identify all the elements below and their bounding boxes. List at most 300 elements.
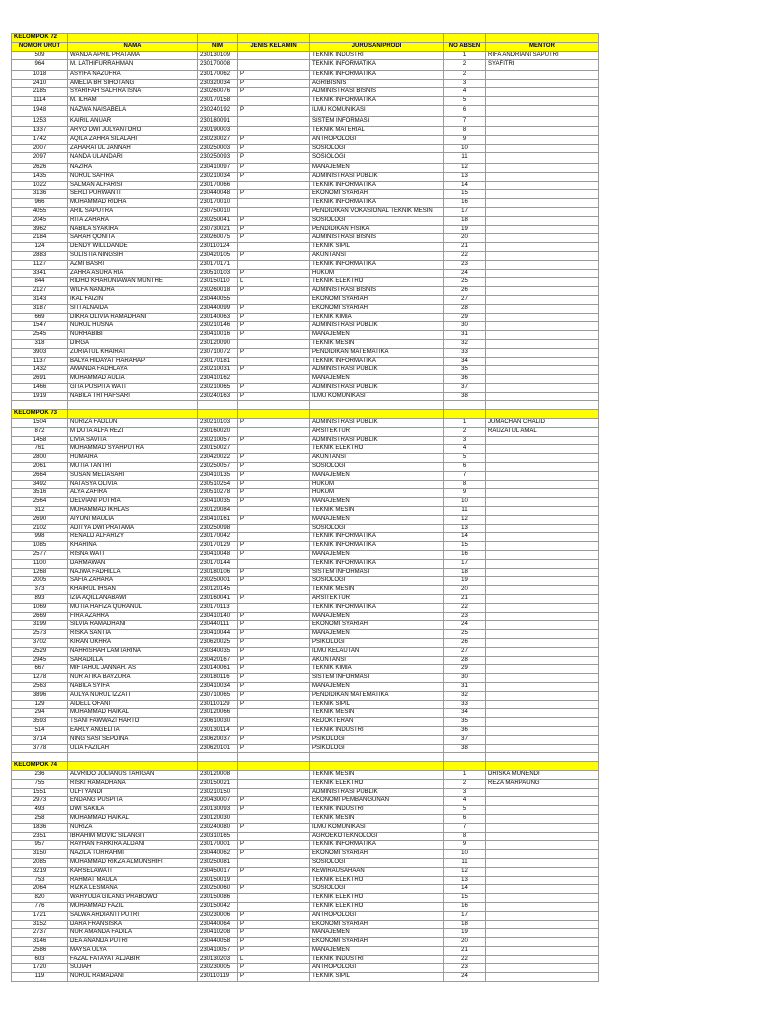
- group-title-fill: [486, 410, 599, 419]
- cell-jenis-kelamin: [238, 260, 310, 269]
- cell-no-absen: 18: [444, 568, 486, 577]
- cell-nim: 230150086: [198, 894, 238, 903]
- cell-mentor: REZA MARPAUNG: [486, 779, 599, 788]
- table-row: [12, 366, 599, 375]
- cell-mentor: RAUZATUL AMAL: [486, 427, 599, 436]
- cell-jurusan: SOSIOLOGI: [310, 858, 444, 867]
- cell-no-absen: 22: [444, 955, 486, 964]
- cell-nama: MUHAMMAD HAIKAL: [68, 709, 198, 718]
- cell-nim: 230620101: [198, 744, 238, 753]
- cell-nama: WANDA APRIL PRATAMA: [68, 51, 198, 60]
- table-row: [12, 269, 599, 278]
- cell-nama: NABILA SYAKIRA: [68, 225, 198, 234]
- cell-jenis-kelamin: P: [238, 304, 310, 313]
- cell-no-absen: 14: [444, 533, 486, 542]
- cell-nim: 230170144: [198, 559, 238, 568]
- cell-nama: M. LATHIFURRAHMAN: [68, 60, 198, 71]
- cell-jenis-kelamin: P: [238, 480, 310, 489]
- cell-mentor: [486, 656, 599, 665]
- cell-no-absen: 13: [444, 876, 486, 885]
- cell-nomor-urut: 3714: [12, 735, 68, 744]
- cell-nomor-urut: 1836: [12, 823, 68, 832]
- cell-no-absen: 13: [444, 172, 486, 181]
- table-row: [12, 700, 599, 709]
- cell-no-absen: 22: [444, 603, 486, 612]
- table-row: [12, 595, 599, 604]
- cell-nim: 230260018: [198, 287, 238, 296]
- cell-mentor: [486, 841, 599, 850]
- cell-nama: NURIZA FADLUN: [68, 419, 198, 428]
- cell-jurusan: AGROEKOTEKNOLOGI: [310, 832, 444, 841]
- table-row: [12, 814, 599, 823]
- cell-nomor-urut: 2185: [12, 88, 68, 97]
- empty-cell: [68, 753, 198, 762]
- table-row: [12, 929, 599, 938]
- cell-no-absen: 32: [444, 339, 486, 348]
- cell-nama: RAYHAN FARKIRA ALDANI: [68, 841, 198, 850]
- cell-nama: MUHAMMAD IKHLAS: [68, 507, 198, 516]
- header-nama: NAMA: [68, 42, 198, 51]
- cell-jurusan: TEKNIK INFORMATIKA: [310, 603, 444, 612]
- cell-jenis-kelamin: [238, 559, 310, 568]
- cell-nama: DARA FRANSISKA: [68, 920, 198, 929]
- cell-mentor: [486, 630, 599, 639]
- table-row: [12, 331, 599, 340]
- table-row: [12, 243, 599, 252]
- cell-jurusan: HUKUM: [310, 480, 444, 489]
- cell-nomor-urut: 755: [12, 779, 68, 788]
- cell-nomor-urut: 2737: [12, 929, 68, 938]
- cell-no-absen: 17: [444, 911, 486, 920]
- cell-jenis-kelamin: P: [238, 691, 310, 700]
- cell-nim: 230440111: [198, 621, 238, 630]
- cell-nama: SULISTIA NINGSIH: [68, 251, 198, 260]
- cell-jurusan: TEKNIK SIPIL: [310, 700, 444, 709]
- cell-nama: NURIZA: [68, 823, 198, 832]
- cell-nomor-urut: 2061: [12, 463, 68, 472]
- empty-cell: [12, 401, 68, 410]
- table-row: [12, 770, 599, 779]
- cell-nim: 230410097: [198, 163, 238, 172]
- cell-jurusan: TEKNIK INFORMATIKA: [310, 357, 444, 366]
- cell-mentor: [486, 876, 599, 885]
- cell-nomor-urut: 1114: [12, 97, 68, 106]
- cell-nomor-urut: 2883: [12, 251, 68, 260]
- cell-nomor-urut: 294: [12, 709, 68, 718]
- cell-nama: LIVIA SAVITA: [68, 436, 198, 445]
- table-row: [12, 542, 599, 551]
- cell-jenis-kelamin: [238, 524, 310, 533]
- group-title-fill: [238, 34, 310, 43]
- cell-nama: SALMAN ALFARISI: [68, 181, 198, 190]
- table-row: [12, 225, 599, 234]
- cell-jurusan: PSIKOLOGI: [310, 744, 444, 753]
- cell-nomor-urut: 1018: [12, 70, 68, 79]
- empty-cell: [198, 401, 238, 410]
- cell-no-absen: 7: [444, 823, 486, 832]
- cell-jurusan: ANTROPOLOGI: [310, 911, 444, 920]
- cell-nomor-urut: 2127: [12, 287, 68, 296]
- cell-mentor: [486, 814, 599, 823]
- cell-nomor-urut: 493: [12, 806, 68, 815]
- cell-jenis-kelamin: P: [238, 568, 310, 577]
- cell-nomor-urut: 509: [12, 51, 68, 60]
- cell-jenis-kelamin: P: [238, 498, 310, 507]
- cell-nama: SUJIAH: [68, 964, 198, 973]
- cell-nim: 230250081: [198, 858, 238, 867]
- cell-jurusan: TEKNIK INDUSTRI: [310, 726, 444, 735]
- group-title-row: [12, 34, 599, 43]
- cell-nama: MIFTAHUL JANNAH. AS: [68, 665, 198, 674]
- cell-mentor: [486, 88, 599, 97]
- cell-nomor-urut: 3492: [12, 480, 68, 489]
- cell-no-absen: 31: [444, 682, 486, 691]
- table-row: [12, 348, 599, 357]
- cell-mentor: [486, 489, 599, 498]
- table-row: [12, 153, 599, 164]
- cell-nomor-urut: 667: [12, 665, 68, 674]
- cell-nama: SERLI PURWANTI: [68, 190, 198, 199]
- cell-nim: 230150042: [198, 902, 238, 911]
- cell-nim: 230210103: [198, 419, 238, 428]
- cell-no-absen: 7: [444, 116, 486, 127]
- cell-nomor-urut: 2945: [12, 656, 68, 665]
- table-row: [12, 357, 599, 366]
- cell-no-absen: 3: [444, 79, 486, 88]
- cell-jenis-kelamin: P: [238, 885, 310, 894]
- cell-jenis-kelamin: [238, 814, 310, 823]
- cell-nomor-urut: 3136: [12, 190, 68, 199]
- cell-nim: 230430007: [198, 797, 238, 806]
- cell-nama: NAHRISHAH LAMTARINA: [68, 647, 198, 656]
- cell-nama: ZAHRA ASURA RIA: [68, 269, 198, 278]
- cell-nim: 230230027: [198, 135, 238, 144]
- cell-jurusan: SOSIOLOGI: [310, 216, 444, 225]
- cell-jenis-kelamin: P: [238, 867, 310, 876]
- table-row: [12, 163, 599, 172]
- cell-no-absen: 21: [444, 243, 486, 252]
- cell-nomor-urut: 2529: [12, 647, 68, 656]
- cell-mentor: [486, 163, 599, 172]
- cell-nim: 230130114: [198, 726, 238, 735]
- cell-jenis-kelamin: [238, 533, 310, 542]
- cell-nim: 230110124: [198, 243, 238, 252]
- cell-nomor-urut: 514: [12, 726, 68, 735]
- cell-nomor-urut: 1278: [12, 674, 68, 683]
- cell-nomor-urut: 1742: [12, 135, 68, 144]
- cell-nomor-urut: 1253: [12, 116, 68, 127]
- cell-jenis-kelamin: [238, 127, 310, 136]
- cell-jenis-kelamin: P: [238, 551, 310, 560]
- cell-nomor-urut: 2545: [12, 331, 68, 340]
- cell-nama: ZAHARATUL JANNAH: [68, 144, 198, 153]
- cell-jurusan: TEKNIK INDUSTRI: [310, 955, 444, 964]
- cell-jenis-kelamin: [238, 445, 310, 454]
- cell-mentor: [486, 850, 599, 859]
- group-title-fill: [198, 762, 238, 771]
- cell-nama: RITA ZAHARA: [68, 216, 198, 225]
- cell-jenis-kelamin: [238, 295, 310, 304]
- cell-mentor: [486, 144, 599, 153]
- cell-jurusan: AKUNTANSI: [310, 656, 444, 665]
- cell-jurusan: TEKNIK MESIN: [310, 586, 444, 595]
- cell-jurusan: TEKNIK MESIN: [310, 507, 444, 516]
- cell-nomor-urut: 3152: [12, 920, 68, 929]
- cell-nomor-urut: 3903: [12, 348, 68, 357]
- cell-no-absen: 10: [444, 498, 486, 507]
- cell-jenis-kelamin: P: [238, 823, 310, 832]
- cell-jurusan: ADMINISTRASI PUBLIK: [310, 366, 444, 375]
- cell-jenis-kelamin: [238, 718, 310, 727]
- cell-nim: 230240192: [198, 106, 238, 117]
- cell-nama: NATASYA OLIVIA: [68, 480, 198, 489]
- cell-jenis-kelamin: P: [238, 726, 310, 735]
- cell-jurusan: ILMU KOMUNIKASI: [310, 106, 444, 117]
- cell-jenis-kelamin: P: [238, 665, 310, 674]
- cell-nama: AMELIA BR SIHOTANG: [68, 79, 198, 88]
- cell-jurusan: TEKNIK MESIN: [310, 339, 444, 348]
- cell-jenis-kelamin: P: [238, 322, 310, 331]
- cell-nim: 230130203: [198, 955, 238, 964]
- header-jurusan: JURUSAN/PRODI: [310, 42, 444, 51]
- empty-cell: [444, 753, 486, 762]
- cell-nama: AQILA ZAHRA SILALAHI: [68, 135, 198, 144]
- cell-jurusan: TEKNIK ELEKTRO: [310, 876, 444, 885]
- cell-nomor-urut: 1085: [12, 542, 68, 551]
- cell-mentor: [486, 278, 599, 287]
- table-row: [12, 383, 599, 392]
- cell-nama: NAZILA TURRAHMI: [68, 850, 198, 859]
- cell-jenis-kelamin: P: [238, 106, 310, 117]
- cell-jurusan: AGRIBISNIS: [310, 79, 444, 88]
- cell-nama: IKAL FAIZIN: [68, 295, 198, 304]
- cell-jurusan: SOSIOLOGI: [310, 153, 444, 164]
- table-row: [12, 322, 599, 331]
- cell-no-absen: 16: [444, 199, 486, 208]
- cell-nim: 230710065: [198, 691, 238, 700]
- table-row: [12, 181, 599, 190]
- cell-jurusan: PSIKOLOGI: [310, 639, 444, 648]
- cell-nomor-urut: 1337: [12, 127, 68, 136]
- cell-no-absen: 31: [444, 331, 486, 340]
- table-row: [12, 135, 599, 144]
- cell-jenis-kelamin: [238, 243, 310, 252]
- cell-mentor: [486, 243, 599, 252]
- cell-nim: 230170181: [198, 357, 238, 366]
- cell-nama: MUHAMMAD AULIA: [68, 375, 198, 384]
- cell-no-absen: 9: [444, 489, 486, 498]
- cell-nim: 230410044: [198, 630, 238, 639]
- cell-jenis-kelamin: P: [238, 682, 310, 691]
- table-row: [12, 60, 599, 71]
- cell-nama: MUHAMMAD HAIKAL: [68, 814, 198, 823]
- cell-nomor-urut: 1268: [12, 568, 68, 577]
- cell-nim: 230410035: [198, 498, 238, 507]
- cell-nama: MUHAMMAD SYAHPUTRA: [68, 445, 198, 454]
- cell-nama: DIKRA OLIVIA RAMADHANI: [68, 313, 198, 322]
- cell-nama: BALYA HIDAYAT HARAHAP: [68, 357, 198, 366]
- cell-jurusan: TEKNIK INDUSTRI: [310, 51, 444, 60]
- cell-nama: SALWA ARDIANTI PUTRI: [68, 911, 198, 920]
- cell-nama: SUSAN MELIASARI: [68, 471, 198, 480]
- cell-mentor: [486, 682, 599, 691]
- cell-mentor: [486, 454, 599, 463]
- empty-cell: [310, 401, 444, 410]
- cell-mentor: [486, 207, 599, 216]
- cell-nomor-urut: 2410: [12, 79, 68, 88]
- cell-nomor-urut: 3146: [12, 938, 68, 947]
- cell-nim: 230230005: [198, 964, 238, 973]
- group-title-fill: [486, 762, 599, 771]
- group-title: KELOMPOK 74: [12, 762, 68, 771]
- cell-nomor-urut: 1547: [12, 322, 68, 331]
- cell-mentor: [486, 375, 599, 384]
- cell-nim: 230440064: [198, 920, 238, 929]
- cell-jenis-kelamin: P: [238, 841, 310, 850]
- cell-no-absen: 35: [444, 366, 486, 375]
- table-row: [12, 735, 599, 744]
- table-row: [12, 304, 599, 313]
- cell-mentor: [486, 190, 599, 199]
- cell-no-absen: 21: [444, 595, 486, 604]
- cell-no-absen: 30: [444, 674, 486, 683]
- cell-jenis-kelamin: P: [238, 313, 310, 322]
- cell-nomor-urut: 2691: [12, 375, 68, 384]
- cell-jenis-kelamin: P: [238, 216, 310, 225]
- cell-mentor: [486, 339, 599, 348]
- table-row: [12, 630, 599, 639]
- cell-no-absen: 2: [444, 70, 486, 79]
- cell-jenis-kelamin: P: [238, 190, 310, 199]
- table-row: [12, 964, 599, 973]
- cell-jenis-kelamin: [238, 339, 310, 348]
- cell-no-absen: 26: [444, 639, 486, 648]
- cell-jenis-kelamin: P: [238, 920, 310, 929]
- cell-jurusan: ADMINISTRASI PUBLIK: [310, 172, 444, 181]
- cell-nim: 230150019: [198, 876, 238, 885]
- cell-no-absen: 34: [444, 709, 486, 718]
- cell-nomor-urut: 844: [12, 278, 68, 287]
- cell-no-absen: 23: [444, 612, 486, 621]
- cell-jenis-kelamin: P: [238, 463, 310, 472]
- table-row: [12, 876, 599, 885]
- cell-nim: 230410135: [198, 471, 238, 480]
- cell-nomor-urut: 258: [12, 814, 68, 823]
- cell-jurusan: SISTEM INFORMASI: [310, 674, 444, 683]
- cell-mentor: [486, 612, 599, 621]
- cell-nim: 230170042: [198, 533, 238, 542]
- cell-mentor: [486, 551, 599, 560]
- table-row: [12, 190, 599, 199]
- cell-nama: RISNA WATI: [68, 551, 198, 560]
- cell-mentor: [486, 806, 599, 815]
- cell-mentor: [486, 946, 599, 955]
- cell-nama: KHAIRUL IHSAN: [68, 586, 198, 595]
- cell-jenis-kelamin: P: [238, 964, 310, 973]
- cell-jurusan: TEKNIK INFORMATIKA: [310, 841, 444, 850]
- cell-no-absen: 11: [444, 153, 486, 164]
- cell-no-absen: 3: [444, 788, 486, 797]
- cell-nim: 230320034: [198, 79, 238, 88]
- cell-mentor: [486, 348, 599, 357]
- cell-mentor: [486, 127, 599, 136]
- cell-no-absen: 36: [444, 375, 486, 384]
- table-row: [12, 463, 599, 472]
- table-row: [12, 260, 599, 269]
- table-row: [12, 207, 599, 216]
- cell-mentor: [486, 225, 599, 234]
- cell-nama: IBRAHIM MOVIC SILANGIT: [68, 832, 198, 841]
- table-row: [12, 106, 599, 117]
- cell-nim: 230210057: [198, 436, 238, 445]
- cell-jurusan: TEKNIK INFORMATIKA: [310, 542, 444, 551]
- cell-mentor: [486, 234, 599, 243]
- cell-mentor: [486, 295, 599, 304]
- cell-jurusan: ILMU KOMUNIKASI: [310, 392, 444, 401]
- cell-jurusan: ARSITEKTUR: [310, 595, 444, 604]
- cell-mentor: [486, 313, 599, 322]
- cell-nomor-urut: 3896: [12, 691, 68, 700]
- cell-nim: 230620037: [198, 735, 238, 744]
- cell-nama: DWI SAKILA: [68, 806, 198, 815]
- cell-nomor-urut: 1721: [12, 911, 68, 920]
- cell-jenis-kelamin: P: [238, 287, 310, 296]
- group-title-fill: [444, 410, 486, 419]
- table-row: [12, 199, 599, 208]
- group-title-fill: [68, 410, 198, 419]
- cell-mentor: [486, 436, 599, 445]
- cell-no-absen: 8: [444, 832, 486, 841]
- cell-jenis-kelamin: P: [238, 436, 310, 445]
- cell-no-absen: 19: [444, 929, 486, 938]
- cell-mentor: DRISKA MUNENDI: [486, 770, 599, 779]
- cell-jenis-kelamin: [238, 788, 310, 797]
- cell-mentor: [486, 135, 599, 144]
- cell-no-absen: 20: [444, 938, 486, 947]
- cell-mentor: [486, 172, 599, 181]
- group-title: KELOMPOK 72: [12, 34, 68, 43]
- cell-mentor: [486, 867, 599, 876]
- cell-mentor: [486, 726, 599, 735]
- cell-no-absen: 26: [444, 287, 486, 296]
- cell-no-absen: 11: [444, 507, 486, 516]
- cell-mentor: [486, 304, 599, 313]
- cell-no-absen: 15: [444, 542, 486, 551]
- cell-mentor: [486, 542, 599, 551]
- cell-nama: NAZIRA: [68, 163, 198, 172]
- group-title-fill: [68, 762, 198, 771]
- table-row: [12, 427, 599, 436]
- cell-nama: FAZAL FATAYAT ALJABIR: [68, 955, 198, 964]
- table-row: [12, 97, 599, 106]
- cell-no-absen: 25: [444, 278, 486, 287]
- cell-nama: RAHMAT MAULA: [68, 876, 198, 885]
- cell-nama: KIRAN UKHRA: [68, 639, 198, 648]
- cell-mentor: [486, 647, 599, 656]
- cell-jenis-kelamin: [238, 60, 310, 71]
- cell-no-absen: 24: [444, 973, 486, 982]
- cell-mentor: [486, 902, 599, 911]
- cell-mentor: [486, 744, 599, 753]
- cell-nim: 230150027: [198, 445, 238, 454]
- table-row: [12, 507, 599, 516]
- cell-no-absen: 8: [444, 127, 486, 136]
- header-mentor: MENTOR: [486, 42, 599, 51]
- cell-no-absen: 37: [444, 735, 486, 744]
- cell-nim: 230180106: [198, 568, 238, 577]
- cell-no-absen: 25: [444, 630, 486, 639]
- table-row: [12, 339, 599, 348]
